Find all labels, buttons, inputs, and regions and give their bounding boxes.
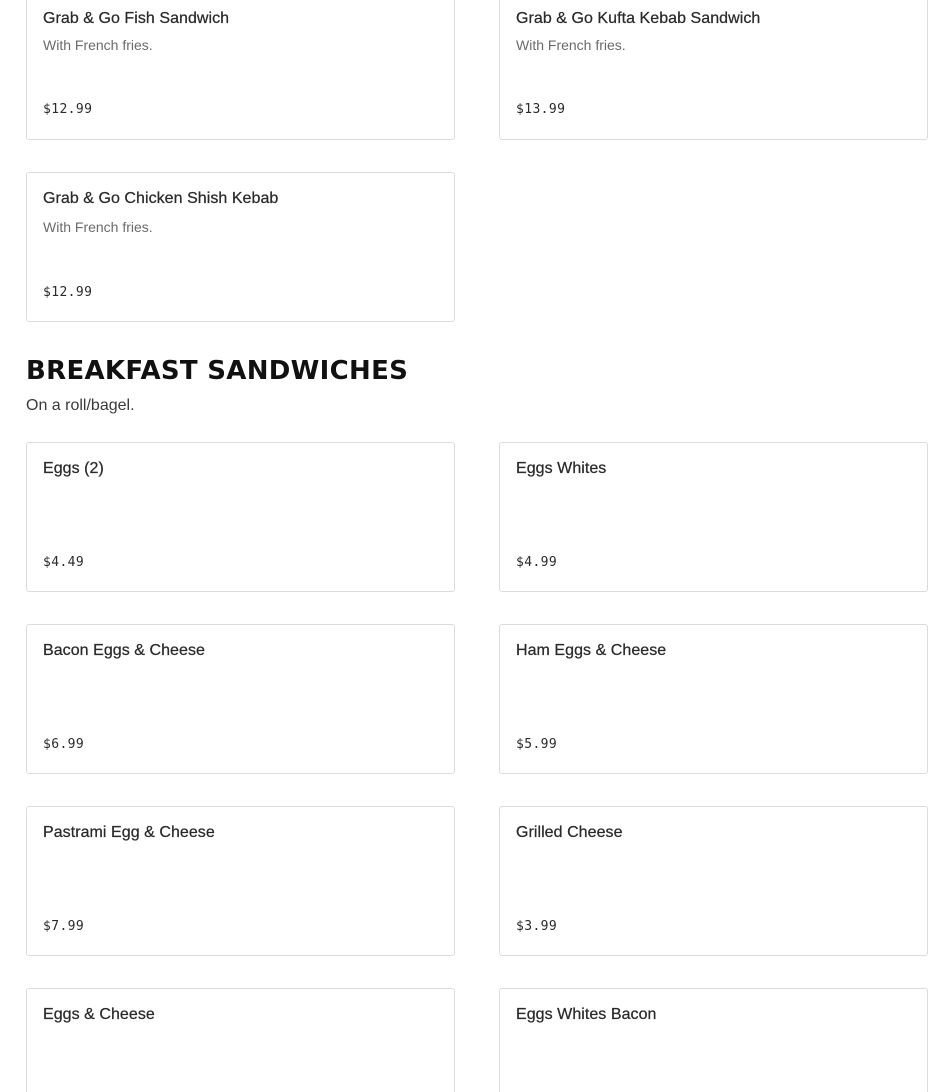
menu-item-price: $4.99	[516, 555, 558, 570]
menu-item-price: $3.99	[516, 919, 558, 934]
menu-item-card[interactable]	[26, 442, 455, 592]
menu-item-card[interactable]	[26, 988, 455, 1092]
menu-item-price: $6.99	[43, 737, 85, 752]
section-description: On a roll/bagel.	[26, 397, 135, 414]
menu-item-name: Eggs (2)	[43, 460, 104, 477]
menu-item-card[interactable]	[26, 172, 455, 322]
section-title: BREAKFAST SANDWICHES	[26, 356, 409, 386]
menu-item-card[interactable]	[499, 806, 928, 956]
menu-item-name: Ham Eggs & Cheese	[516, 642, 667, 659]
menu-item-card[interactable]	[26, 624, 455, 774]
menu-item-price: $4.49	[43, 555, 85, 570]
menu-item-name: Grab & Go Kufta Kebab Sandwich	[516, 10, 761, 27]
menu-item-name: Eggs Whites Bacon	[516, 1006, 657, 1023]
menu-item-name: Eggs & Cheese	[43, 1006, 155, 1023]
menu-item-card[interactable]	[499, 0, 928, 140]
menu-item-description: With French fries.	[43, 219, 153, 235]
menu-item-card[interactable]	[26, 806, 455, 956]
menu-item-name: Bacon Eggs & Cheese	[43, 642, 205, 659]
menu-item-name: Eggs Whites	[516, 460, 607, 477]
menu-item-card[interactable]	[499, 988, 928, 1092]
menu-item-price: $12.99	[43, 285, 93, 300]
menu-item-price: $7.99	[43, 919, 85, 934]
menu-item-name: Grab & Go Fish Sandwich	[43, 10, 230, 27]
menu-item-name: Pastrami Egg & Cheese	[43, 824, 215, 841]
menu-item-card[interactable]	[499, 624, 928, 774]
menu-item-card[interactable]	[499, 442, 928, 592]
menu-item-description: With French fries.	[43, 37, 153, 53]
menu-item-price: $12.99	[43, 102, 93, 117]
menu-item-price: $13.99	[516, 102, 566, 117]
menu-item-price: $5.99	[516, 737, 558, 752]
menu-item-name: Grab & Go Chicken Shish Kebab	[43, 190, 279, 207]
menu-item-name: Grilled Cheese	[516, 824, 623, 841]
menu-item-description: With French fries.	[516, 37, 626, 53]
menu-item-card[interactable]	[26, 0, 455, 140]
